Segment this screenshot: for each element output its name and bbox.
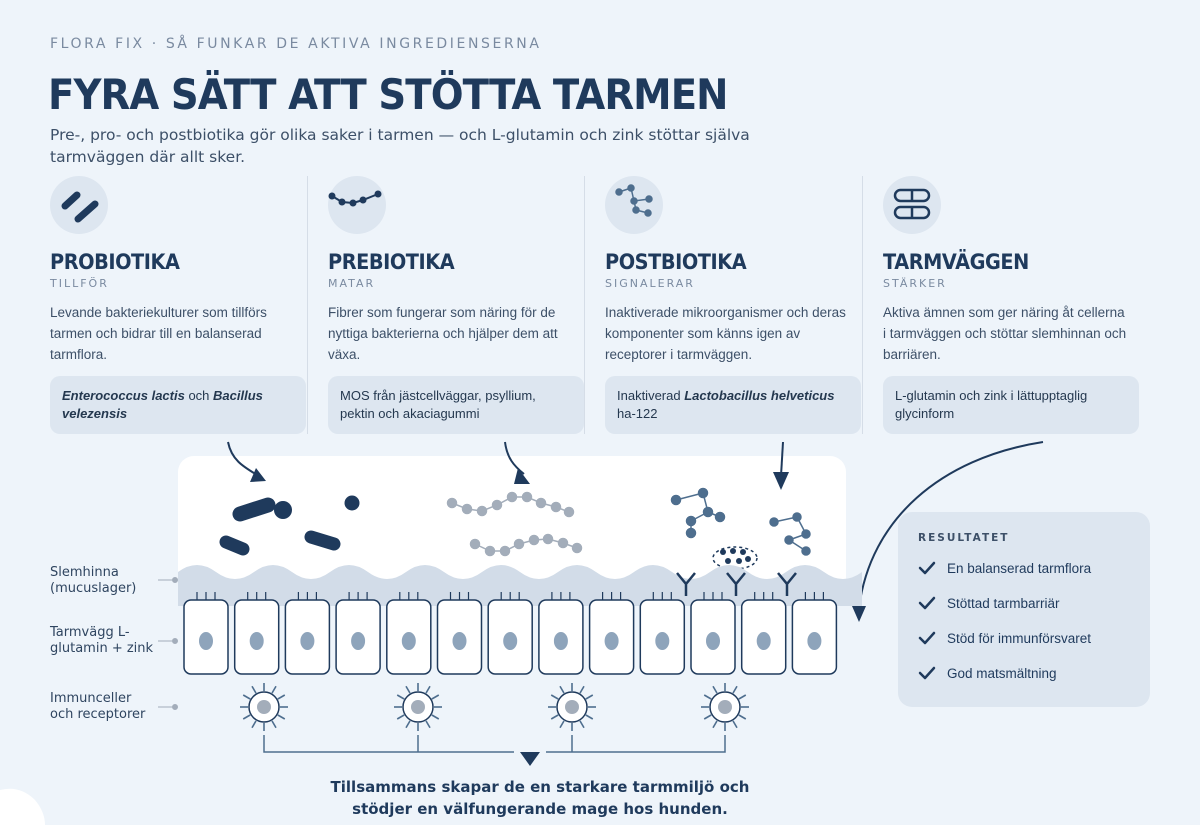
- column-title: PREBIOTIKA: [328, 250, 455, 274]
- column-title: POSTBIOTIKA: [605, 250, 747, 274]
- check-icon: [918, 559, 936, 577]
- wall-cell: [285, 592, 329, 674]
- wall-cell: [691, 592, 735, 674]
- wall-cell: [640, 592, 684, 674]
- column-description: Aktiva ämnen som ger näring åt cellerna i tarmväggen och stöttar slemhinnan och barriären.: [883, 305, 1127, 362]
- wall-cell: [336, 592, 380, 674]
- column-title: TARMVÄGGEN: [883, 250, 1029, 274]
- check-icon: [918, 594, 936, 612]
- result-item-label: Stöd för immunförsvaret: [947, 630, 1092, 646]
- wall-cell: [184, 592, 228, 674]
- wall-cell: [792, 592, 836, 674]
- result-item: [918, 591, 1060, 615]
- page-title: FYRA SÄTT ATT STÖTTA TARMEN: [48, 70, 728, 119]
- result-item: [918, 556, 1091, 580]
- column-title: PROBIOTIKA: [50, 250, 180, 274]
- label-immune: Immunceller och receptorer: [50, 691, 146, 722]
- result-item-label: En balanserad tarmflora: [947, 560, 1092, 576]
- column-description: Inaktiverade mikroorganismer och deras komponenter som känns igen av receptorer i tarmväggen.: [605, 305, 846, 362]
- immune-connector: [264, 735, 725, 752]
- result-item: [918, 626, 1091, 650]
- immune-cells: [240, 683, 749, 731]
- check-icon: [918, 664, 936, 682]
- ingredient-joiner: och: [184, 388, 214, 403]
- label-mucus: Slemhinna (mucuslager): [50, 565, 137, 596]
- result-panel: [898, 512, 1150, 707]
- immune-cell: [548, 683, 596, 731]
- corner-decoration: [0, 789, 45, 825]
- wall-cell: [235, 592, 279, 674]
- column-verb: SIGNALERAR: [605, 277, 695, 290]
- wall-cell: [488, 592, 532, 674]
- ingredient-name: Bacillus velezensis: [62, 388, 263, 421]
- ingredient-name: Lactobacillus helveticus: [684, 388, 835, 403]
- footer-text: Tillsammans skapar de en starkare tarmmiljö och stödjer en välfungerande mage hos hunden.: [330, 778, 750, 818]
- ingredient-suffix: ha-122: [617, 406, 658, 421]
- page-subtitle: Pre-, pro- och postbiotika gör olika saker i tarmen — och L-glutamin och zink stöttar själva tarmväggen där allt sker.: [50, 126, 750, 166]
- column-description: Levande bakteriekulturer som tillförs tarmen och bidrar till en balanserad tarmflora.: [50, 305, 267, 362]
- ingredient-prefix: Inaktiverad: [617, 388, 685, 403]
- result-item: [918, 661, 1057, 685]
- result-item-label: God matsmältning: [947, 665, 1057, 681]
- column-verb: MATAR: [328, 277, 376, 290]
- wall-cell: [742, 592, 786, 674]
- eyebrow: FLORA FIX · SÅ FUNKAR DE AKTIVA INGREDIENSERNA: [50, 36, 542, 52]
- result-item-label: Stöttad tarmbarriär: [947, 595, 1060, 611]
- wall-cell: [590, 592, 634, 674]
- column-description: Fibrer som fungerar som näring för de nyttiga bakterierna och hjälper dem att växa.: [328, 305, 558, 362]
- result-heading: RESULTATET: [918, 532, 1010, 544]
- wall-cell: [539, 592, 583, 674]
- column-verb: STÄRKER: [883, 277, 947, 290]
- ingredient-name: MOS från jästcellväggar, psyllium, pektin och akaciagummi: [340, 388, 536, 421]
- wall-cell: [438, 592, 482, 674]
- ingredient-name: Enterococcus lactis: [62, 388, 185, 403]
- immune-cell: [240, 683, 288, 731]
- immune-cell: [701, 683, 749, 731]
- column-verb: TILLFÖR: [50, 277, 109, 290]
- immune-cell: [394, 683, 442, 731]
- wall-cell: [387, 592, 431, 674]
- label-wall: Tarmvägg L-glutamin + zink: [50, 625, 154, 656]
- ingredient-name: L-glutamin och zink i lättupptaglig glycinform: [895, 388, 1088, 421]
- check-icon: [918, 629, 936, 647]
